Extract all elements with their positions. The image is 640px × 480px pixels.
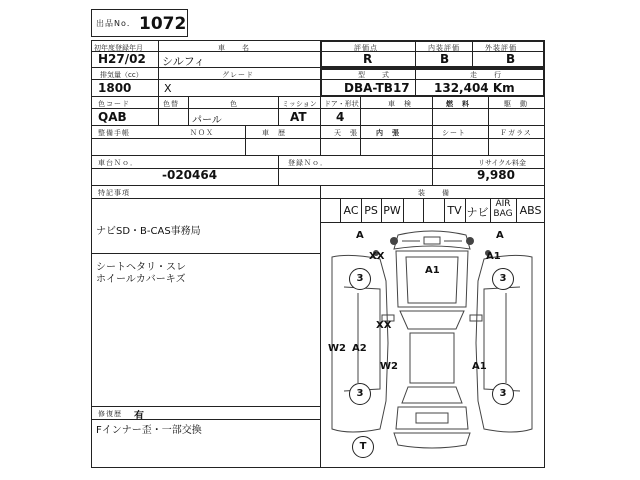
inspection-label: 車 検 (388, 100, 412, 108)
rating-label: 評価点 (354, 44, 378, 52)
mark-fender-right: A1 (486, 251, 501, 262)
equipment-item: ナビ (466, 206, 489, 219)
mileage-label: 走 行 (470, 71, 502, 79)
equipment-item: PS (364, 204, 378, 217)
mark-fender-left: XX (369, 251, 385, 262)
equipment-item: ABS (519, 204, 542, 217)
glass-label: Ｆガラス (500, 129, 532, 137)
mission-label: ミッション (282, 100, 317, 108)
grade-value: X (164, 82, 172, 95)
mark-sill-left: W2 (328, 343, 346, 354)
roof-label: 天 張 (334, 129, 358, 137)
nox-label: ＮＯＸ (190, 129, 214, 137)
tire-rear-left-circle: 3 (349, 383, 371, 405)
seat-label: シート (442, 129, 466, 137)
mark-door-left: XX (376, 320, 392, 331)
rating-value: R (363, 52, 373, 66)
mark-front-right: A (496, 230, 504, 241)
notes-line-1: ナビSD・B-CAS事務局 (96, 226, 201, 237)
lot-number-label: 出品No． (96, 19, 136, 28)
equipment-item: AC (343, 204, 359, 217)
mark-front-left: A (356, 230, 364, 241)
tire-front-left-circle: 3 (349, 268, 371, 290)
recycle-label: リサイクル料金 (478, 159, 527, 167)
notes-label: 特記事項 (98, 189, 130, 197)
repair-label: 修復歴 (98, 410, 122, 418)
color-label: 色 (230, 100, 238, 108)
model-value: DBA-TB17 (344, 81, 410, 95)
displacement-value: 1800 (98, 81, 132, 95)
recycle-value: 9,980 (477, 168, 515, 182)
exterior-value: B (506, 52, 516, 66)
tire-rear-right-circle: 3 (492, 383, 514, 405)
reg-value: H27/02 (98, 52, 146, 66)
upholstery-label: 内 張 (376, 129, 400, 137)
colorcode-label: 色コード (98, 100, 130, 108)
notes-line-2: シートヘタリ・スレ (96, 262, 186, 273)
reg-label: 初年度登録年月 (94, 44, 143, 52)
name-value: シルフィ (162, 55, 205, 68)
chassis-value: -020464 (162, 168, 218, 182)
displacement-label: 排気量（cc） (100, 71, 143, 79)
mark-hood: A1 (425, 265, 440, 276)
manual-label: 整備手帳 (98, 129, 130, 137)
mark-roof: W2 (380, 361, 398, 372)
mark-quarter-right: A1 (472, 361, 487, 372)
name-label: 車 名 (218, 44, 250, 52)
equipment-item: AIR BAG (493, 199, 513, 219)
lot-number-value: 1072 (139, 14, 187, 34)
equipment-item: PW (383, 204, 401, 217)
lot-number-box (91, 9, 188, 37)
door-label: ドア・形状 (324, 100, 359, 108)
grade-label: グレード (222, 71, 254, 79)
colortype-value: パール (192, 115, 222, 126)
interior-label: 内装評価 (428, 44, 460, 52)
colortype-label: 色替 (163, 100, 179, 108)
equipment-label: 装 備 (418, 189, 450, 197)
mission-value: AT (290, 110, 307, 124)
model-label: 型 式 (358, 71, 390, 79)
chassis-label: 車台Ｎｏ． (98, 159, 138, 167)
door-value: 4 (336, 110, 345, 124)
drive-label: 駆 動 (504, 100, 528, 108)
exterior-label: 外装評価 (485, 44, 517, 52)
repair-value: 有 (134, 411, 144, 422)
trunk-circle: T (352, 436, 374, 458)
notes-line-3: ホイールカバーキズ (96, 274, 186, 285)
fuel-label: 燃 料 (446, 100, 470, 108)
repair-detail: Fインナー歪・一部交換 (96, 425, 202, 436)
history-label: 車 歴 (262, 129, 286, 137)
colorcode-value: QAB (98, 110, 127, 124)
mileage-value: 132,404 Km (434, 81, 515, 95)
tire-front-right-circle: 3 (492, 268, 514, 290)
regno-label: 登録Ｎｏ． (288, 159, 328, 167)
interior-value: B (440, 52, 450, 66)
mark-door-left-2: A2 (352, 343, 367, 354)
equipment-item: TV (447, 204, 462, 217)
